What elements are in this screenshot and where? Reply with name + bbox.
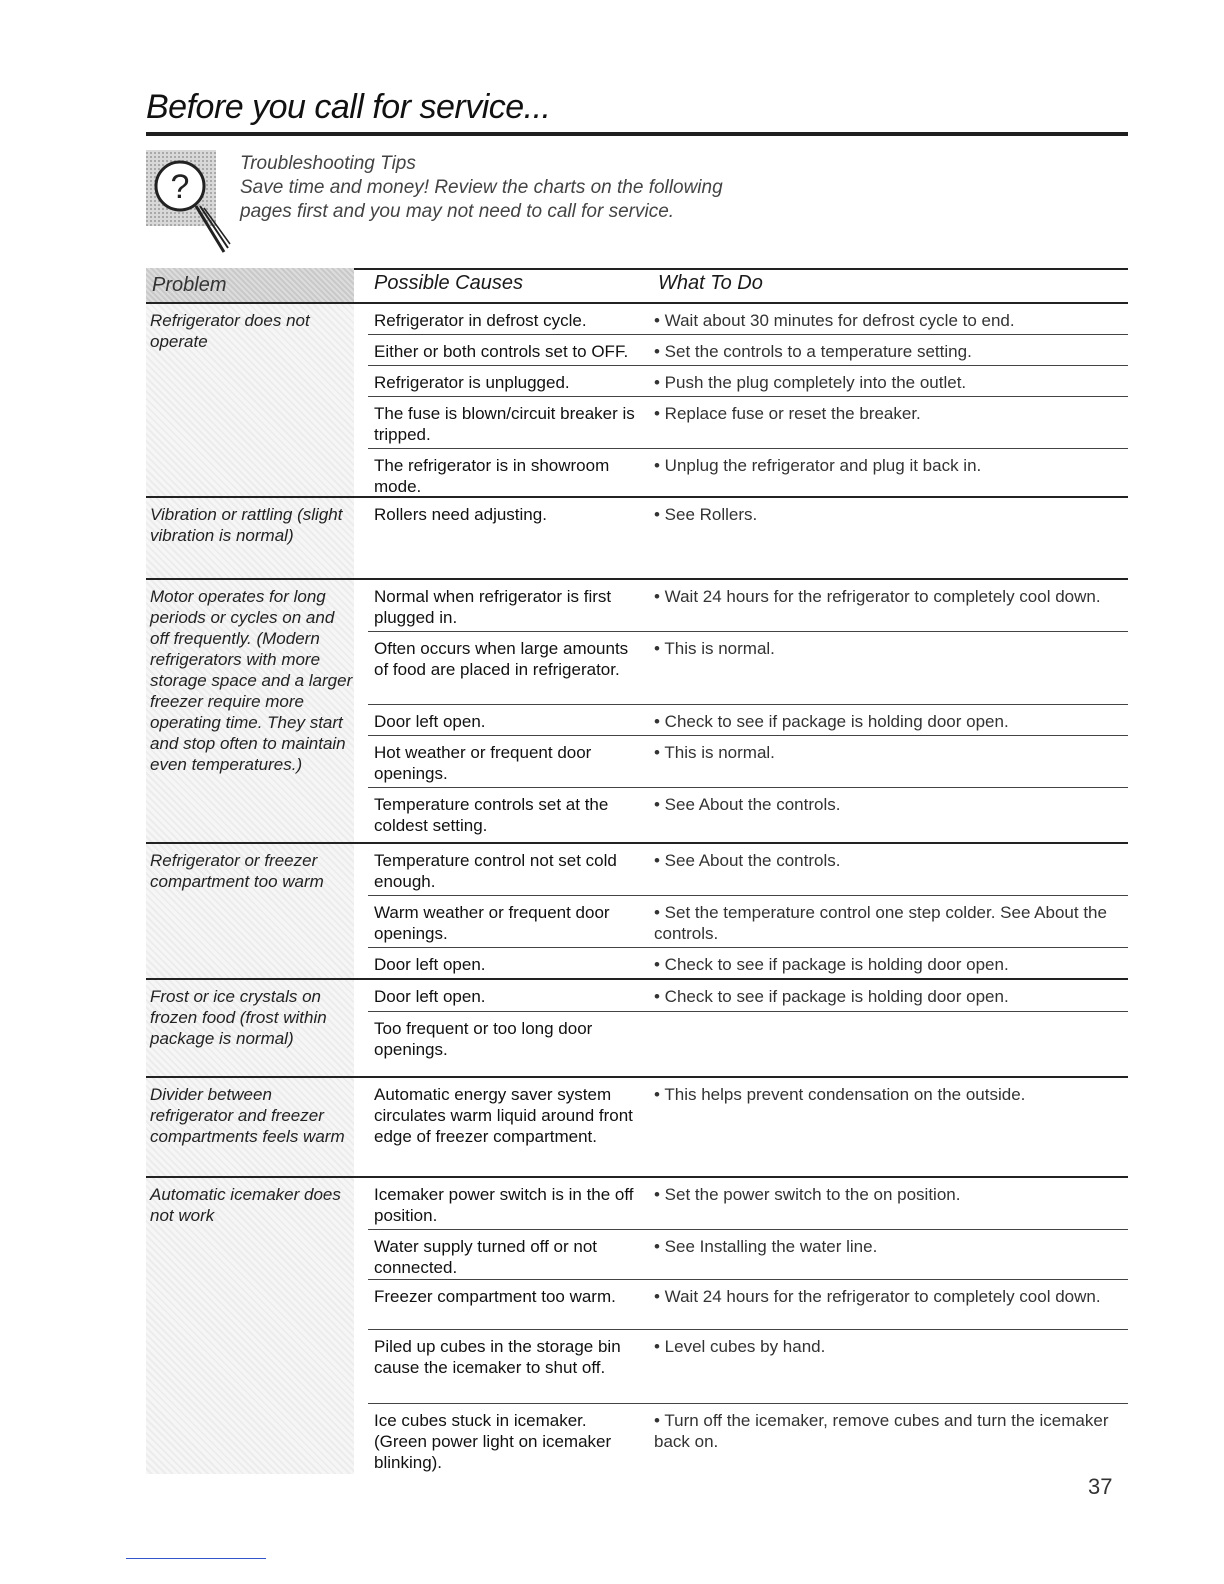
page-title: Before you call for service... — [146, 88, 551, 126]
cause-text: Often occurs when large amounts of food are placed in refrigerator. — [374, 639, 629, 679]
footer-link-underline — [126, 1558, 266, 1559]
table-row — [368, 788, 1128, 842]
problem-text: Motor operates for long periods or cycles on and off frequently. (Modern refrigerators with more storage space and a larger freezer require more operating time. They start and stop often to maintain even temperatures.) — [150, 587, 353, 774]
todo-text: • Set the temperature control one step colder. See About the controls. — [654, 903, 1107, 943]
header-top-rule — [354, 268, 1128, 270]
table-row — [368, 896, 1128, 948]
problem-cell — [146, 1078, 354, 1176]
table-row — [368, 1230, 1128, 1280]
table-row — [368, 1330, 1128, 1404]
problem-group — [146, 980, 1128, 1078]
cause-text: Door left open. — [374, 987, 486, 1006]
title-rule — [146, 132, 1128, 136]
page-number: 37 — [1088, 1474, 1113, 1499]
table-row — [368, 335, 1128, 366]
table-row — [368, 498, 1128, 578]
question-magnifier-icon — [146, 148, 236, 258]
todo-text: • Unplug the refrigerator and plug it back in. — [654, 456, 982, 475]
tips-heading: Troubleshooting Tips — [240, 153, 416, 174]
todo-text: • See Installing the water line. — [654, 1237, 878, 1256]
cause-text: Refrigerator in defrost cycle. — [374, 311, 587, 330]
cause-text: The fuse is blown/circuit breaker is tripped. — [374, 404, 635, 444]
problem-cell — [146, 844, 354, 978]
table-row — [368, 397, 1128, 449]
header-what-to-do: What To Do — [658, 272, 763, 294]
table-row — [368, 948, 1128, 978]
table-row — [368, 366, 1128, 397]
tips-line-2: pages first and you may not need to call for service. — [240, 201, 675, 222]
cause-text: Refrigerator is unplugged. — [374, 373, 570, 392]
problem-group — [146, 498, 1128, 580]
problem-text: Divider between refrigerator and freezer compartments feels warm — [150, 1085, 345, 1146]
cause-text: Icemaker power switch is in the off position. — [374, 1185, 634, 1225]
table-row — [368, 1012, 1128, 1076]
todo-text: • Turn off the icemaker, remove cubes and turn the icemaker back on. — [654, 1411, 1109, 1451]
cause-text: Temperature control not set cold enough. — [374, 851, 617, 891]
cause-text: Automatic energy saver system circulates warm liquid around front edge of freezer compartment. — [374, 1085, 633, 1146]
table-row — [368, 580, 1128, 632]
todo-text: • Level cubes by hand. — [654, 1337, 826, 1356]
table-row — [368, 980, 1128, 1012]
problem-text: Refrigerator or freezer compartment too warm — [150, 851, 324, 891]
todo-text: • See About the controls. — [654, 795, 841, 814]
cause-text: Too frequent or too long door openings. — [374, 1019, 593, 1059]
todo-text: • Check to see if package is holding door open. — [654, 955, 1009, 974]
problem-cell — [146, 304, 354, 496]
table-row — [368, 1404, 1128, 1474]
todo-text: • Wait 24 hours for the refrigerator to completely cool down. — [654, 1287, 1101, 1306]
cause-text: Rollers need adjusting. — [374, 505, 547, 524]
table-row — [368, 1078, 1128, 1176]
problem-cell — [146, 980, 354, 1076]
cause-text: Ice cubes stuck in icemaker. (Green power light on icemaker blinking). — [374, 1411, 612, 1472]
table-row — [368, 304, 1128, 335]
problem-text: Vibration or rattling (slight vibration is normal) — [150, 505, 343, 545]
problem-cell — [146, 1178, 354, 1474]
todo-text: • Push the plug completely into the outlet. — [654, 373, 967, 392]
todo-text: • See Rollers. — [654, 505, 758, 524]
table-row — [368, 705, 1128, 736]
header-problem-cell — [146, 268, 354, 304]
cause-text: The refrigerator is in showroom mode. — [374, 456, 610, 496]
todo-text: • Set the controls to a temperature setting. — [654, 342, 972, 361]
problem-cell — [146, 498, 354, 578]
cause-text: Warm weather or frequent door openings. — [374, 903, 610, 943]
cause-text: Hot weather or frequent door openings. — [374, 743, 592, 783]
problem-cell — [146, 580, 354, 842]
table-row — [368, 1178, 1128, 1230]
troubleshooting-tips — [240, 152, 723, 224]
cause-text: Normal when refrigerator is first plugged in. — [374, 587, 612, 627]
todo-text: • This is normal. — [654, 639, 775, 658]
table-row — [368, 844, 1128, 896]
header-problem: Problem — [152, 274, 227, 296]
problem-text: Refrigerator does not operate — [150, 311, 310, 351]
header-possible-causes: Possible Causes — [374, 272, 523, 294]
todo-text: • Wait 24 hours for the refrigerator to completely cool down. — [654, 587, 1101, 606]
cause-text: Freezer compartment too warm. — [374, 1287, 616, 1306]
problem-group — [146, 1178, 1128, 1474]
cause-text: Piled up cubes in the storage bin cause the icemaker to shut off. — [374, 1337, 621, 1377]
problem-text: Frost or ice crystals on frozen food (frost within package is normal) — [150, 987, 327, 1048]
cause-text: Either or both controls set to OFF. — [374, 342, 629, 361]
cause-text: Door left open. — [374, 955, 486, 974]
todo-text: • Set the power switch to the on position. — [654, 1185, 961, 1204]
tips-line-1: Save time and money! Review the charts on the following — [240, 177, 723, 198]
todo-text: • Check to see if package is holding door open. — [654, 712, 1009, 731]
table-row — [368, 449, 1128, 496]
problem-text: Automatic icemaker does not work — [150, 1185, 341, 1225]
todo-text: • Replace fuse or reset the breaker. — [654, 404, 921, 423]
problem-group — [146, 580, 1128, 844]
problem-group — [146, 844, 1128, 980]
todo-text: • Wait about 30 minutes for defrost cycle to end. — [654, 311, 1015, 330]
problem-group — [146, 304, 1128, 498]
table-header — [146, 268, 1128, 304]
svg-text:?: ? — [170, 168, 190, 206]
todo-text: • This is normal. — [654, 743, 775, 762]
table-row — [368, 736, 1128, 788]
table-row — [368, 1280, 1128, 1330]
table-row — [368, 632, 1128, 705]
cause-text: Temperature controls set at the coldest setting. — [374, 795, 609, 835]
todo-text: • This helps prevent condensation on the outside. — [654, 1085, 1026, 1104]
todo-text: • Check to see if package is holding door open. — [654, 987, 1009, 1006]
problem-group — [146, 1078, 1128, 1178]
cause-text: Door left open. — [374, 712, 486, 731]
todo-text: • See About the controls. — [654, 851, 841, 870]
cause-text: Water supply turned off or not connected. — [374, 1237, 598, 1277]
